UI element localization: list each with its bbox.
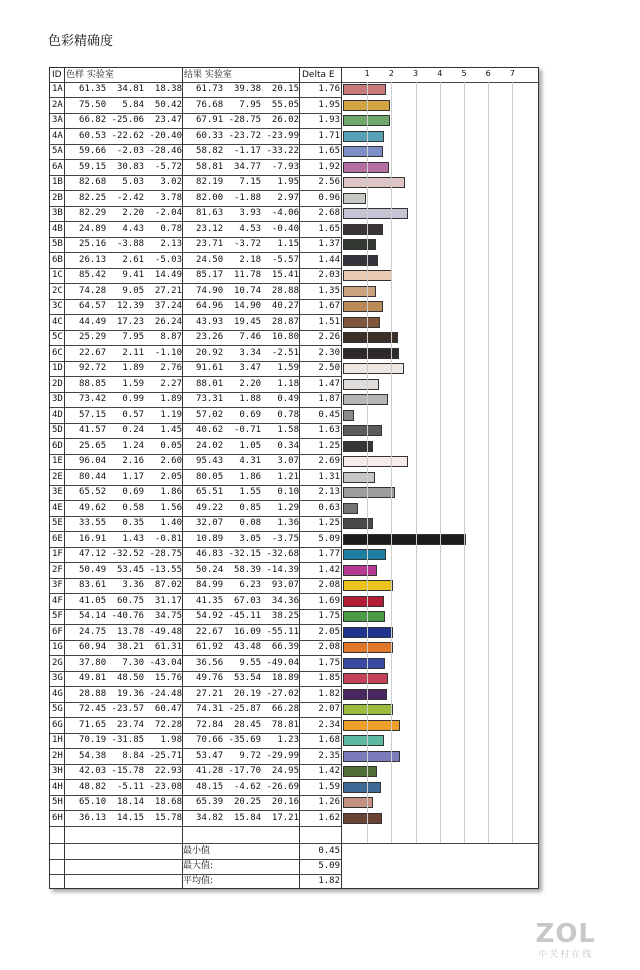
row-result-lab: 80.05 1.86 1.21 bbox=[190, 471, 299, 482]
row-result-lab: 82.19 7.15 1.95 bbox=[190, 177, 299, 187]
row-delta-e: 2.08 bbox=[318, 580, 340, 590]
row-delta-e: 1.65 bbox=[318, 223, 340, 234]
row-result-lab: 82.00 -1.88 2.97 bbox=[190, 192, 299, 203]
row-id: 4H bbox=[52, 781, 63, 792]
row-delta-e: 1.59 bbox=[318, 781, 340, 792]
row-reference-lab: 25.65 1.24 0.05 bbox=[73, 440, 182, 451]
row-reference-lab: 72.45 -23.57 60.47 bbox=[73, 704, 182, 714]
row-id: 5G bbox=[52, 704, 63, 714]
row-delta-e: 2.05 bbox=[318, 626, 340, 637]
x-gridline bbox=[440, 82, 441, 843]
row-id: 6E bbox=[52, 533, 63, 544]
row-id: 4D bbox=[52, 409, 63, 420]
delta-e-bar bbox=[343, 441, 373, 452]
delta-e-bar bbox=[343, 363, 404, 374]
row-reference-lab: 83.61 3.36 87.02 bbox=[73, 580, 182, 590]
row-id: 4A bbox=[52, 130, 63, 141]
summary-min-label: 最小值 bbox=[183, 846, 211, 856]
row-result-lab: 50.24 58.39 -14.39 bbox=[190, 564, 299, 575]
row-reference-lab: 47.12 -32.52 -28.75 bbox=[73, 549, 182, 559]
row-result-lab: 10.89 3.05 -3.75 bbox=[190, 533, 299, 544]
summary-avg-value: 1.82 bbox=[318, 876, 340, 886]
row-delta-e: 2.30 bbox=[318, 347, 340, 358]
row-delta-e: 2.35 bbox=[318, 750, 340, 761]
row-delta-e: 0.63 bbox=[318, 502, 340, 513]
row-reference-lab: 24.75 13.78 -49.48 bbox=[73, 626, 182, 637]
row-id: 5B bbox=[52, 239, 63, 249]
row-id: 5F bbox=[52, 611, 63, 621]
x-tick-label: 2 bbox=[388, 69, 394, 78]
row-delta-e: 1.47 bbox=[318, 378, 340, 389]
row-reference-lab: 73.42 0.99 1.89 bbox=[73, 394, 182, 404]
row-id: 1B bbox=[52, 177, 63, 187]
row-delta-e: 1.67 bbox=[318, 301, 340, 311]
row-delta-e: 2.07 bbox=[318, 704, 340, 714]
x-gridline bbox=[416, 82, 417, 843]
row-delta-e: 2.34 bbox=[318, 719, 340, 730]
row-result-lab: 34.82 15.84 17.21 bbox=[190, 812, 299, 823]
x-gridline bbox=[488, 82, 489, 843]
delta-e-bar bbox=[343, 549, 386, 560]
row-id: 1F bbox=[52, 549, 63, 559]
row-id: 6A bbox=[52, 161, 63, 172]
row-delta-e: 1.42 bbox=[318, 766, 340, 776]
x-gridline bbox=[512, 82, 513, 843]
zol-subtitle: 中关村在线 bbox=[538, 950, 594, 960]
x-gridline bbox=[464, 82, 465, 843]
zol-logo: ZOL bbox=[535, 919, 596, 949]
row-id: 3A bbox=[52, 115, 63, 125]
delta-e-bar bbox=[343, 797, 373, 808]
row-delta-e: 1.62 bbox=[318, 812, 340, 823]
row-reference-lab: 92.72 1.89 2.76 bbox=[73, 363, 182, 373]
row-delta-e: 1.76 bbox=[318, 84, 340, 94]
row-delta-e: 2.56 bbox=[318, 177, 340, 187]
delta-e-bar bbox=[343, 317, 380, 328]
row-reference-lab: 65.10 18.14 18.68 bbox=[73, 797, 182, 807]
delta-e-bar-chart bbox=[342, 68, 538, 888]
delta-e-bar bbox=[343, 255, 378, 266]
row-id: 6C bbox=[52, 347, 63, 358]
row-reference-lab: 50.49 53.45 -13.55 bbox=[73, 564, 182, 575]
row-reference-lab: 28.88 19.36 -24.48 bbox=[73, 688, 182, 699]
row-result-lab: 54.92 -45.11 38.25 bbox=[190, 611, 299, 621]
x-gridline bbox=[391, 82, 392, 843]
row-reference-lab: 85.42 9.41 14.49 bbox=[73, 270, 182, 280]
row-delta-e: 1.25 bbox=[318, 440, 340, 451]
delta-e-bar bbox=[343, 177, 405, 188]
row-reference-lab: 37.80 7.30 -43.04 bbox=[73, 657, 182, 668]
row-delta-e: 2.13 bbox=[318, 487, 340, 497]
summary-avg-label: 平均值: bbox=[183, 876, 214, 886]
delta-e-bar bbox=[343, 425, 382, 436]
row-result-lab: 27.21 20.19 -27.02 bbox=[190, 688, 299, 699]
row-delta-e: 1.68 bbox=[318, 735, 340, 745]
delta-e-bar bbox=[343, 224, 383, 235]
row-delta-e: 1.75 bbox=[318, 611, 340, 621]
row-reference-lab: 24.89 4.43 0.78 bbox=[73, 223, 182, 234]
delta-e-bar bbox=[343, 146, 383, 157]
row-reference-lab: 70.19 -31.85 1.98 bbox=[73, 735, 182, 745]
row-id: 5C bbox=[52, 332, 63, 342]
row-reference-lab: 61.35 34.81 18.38 bbox=[73, 84, 182, 94]
x-tick-label: 4 bbox=[437, 69, 443, 78]
row-delta-e: 1.75 bbox=[318, 657, 340, 668]
delta-e-bar bbox=[343, 782, 381, 793]
row-delta-e: 1.44 bbox=[318, 254, 340, 265]
row-delta-e: 1.92 bbox=[318, 161, 340, 172]
row-id: 3D bbox=[52, 394, 63, 404]
row-reference-lab: 88.85 1.59 2.27 bbox=[73, 378, 182, 389]
row-result-lab: 88.01 2.20 1.18 bbox=[190, 378, 299, 389]
row-result-lab: 73.31 1.88 0.49 bbox=[190, 394, 299, 404]
row-delta-e: 1.82 bbox=[318, 688, 340, 699]
row-result-lab: 32.07 0.08 1.36 bbox=[190, 518, 299, 528]
row-reference-lab: 74.28 9.05 27.21 bbox=[73, 285, 182, 296]
row-id: 1H bbox=[52, 735, 63, 745]
row-delta-e: 1.42 bbox=[318, 564, 340, 575]
delta-e-bar bbox=[343, 813, 382, 824]
row-reference-lab: 57.15 0.57 1.19 bbox=[73, 409, 182, 420]
row-id: 1G bbox=[52, 642, 63, 652]
row-reference-lab: 80.44 1.17 2.05 bbox=[73, 471, 182, 482]
row-result-lab: 46.83 -32.15 -32.68 bbox=[190, 549, 299, 559]
row-id: 1A bbox=[52, 84, 63, 94]
row-reference-lab: 82.25 -2.42 3.78 bbox=[73, 192, 182, 203]
row-result-lab: 65.39 20.25 20.16 bbox=[190, 797, 299, 807]
row-reference-lab: 71.65 23.74 72.28 bbox=[73, 719, 182, 730]
row-delta-e: 2.03 bbox=[318, 270, 340, 280]
row-delta-e: 1.93 bbox=[318, 115, 340, 125]
delta-e-bar bbox=[343, 332, 398, 343]
row-delta-e: 1.35 bbox=[318, 285, 340, 296]
row-reference-lab: 33.55 0.35 1.40 bbox=[73, 518, 182, 528]
row-result-lab: 84.99 6.23 93.07 bbox=[190, 580, 299, 590]
row-delta-e: 5.09 bbox=[318, 533, 340, 544]
delta-e-bar bbox=[343, 410, 354, 421]
row-reference-lab: 48.82 -5.11 -23.08 bbox=[73, 781, 182, 792]
color-accuracy-report bbox=[49, 67, 539, 889]
column-divider bbox=[182, 68, 183, 888]
row-id: 4E bbox=[52, 502, 63, 513]
row-delta-e: 2.26 bbox=[318, 332, 340, 342]
row-result-lab: 67.91 -28.75 26.02 bbox=[190, 115, 299, 125]
row-delta-e: 1.71 bbox=[318, 130, 340, 141]
summary-min-value: 0.45 bbox=[318, 846, 340, 856]
header-result: 结果 实验室 bbox=[184, 70, 232, 80]
page-title: 色彩精确度 bbox=[48, 34, 114, 49]
row-reference-lab: 60.53 -22.62 -20.40 bbox=[73, 130, 182, 141]
row-delta-e: 1.26 bbox=[318, 797, 340, 807]
row-id: 3G bbox=[52, 673, 63, 683]
row-id: 2A bbox=[52, 99, 63, 110]
row-delta-e: 1.95 bbox=[318, 99, 340, 110]
row-delta-e: 1.31 bbox=[318, 471, 340, 482]
header-reference: 色样 实验室 bbox=[66, 70, 114, 80]
row-result-lab: 43.93 19.45 28.87 bbox=[190, 316, 299, 327]
row-id: 3H bbox=[52, 766, 63, 776]
row-result-lab: 23.71 -3.72 1.15 bbox=[190, 239, 299, 249]
row-result-lab: 53.47 9.72 -29.99 bbox=[190, 750, 299, 761]
column-divider bbox=[64, 68, 65, 888]
row-result-lab: 57.02 0.69 0.78 bbox=[190, 409, 299, 420]
row-reference-lab: 54.14 -40.76 34.75 bbox=[73, 611, 182, 621]
row-result-lab: 81.63 3.93 -4.06 bbox=[190, 208, 299, 218]
delta-e-bar bbox=[343, 565, 377, 576]
row-result-lab: 76.68 7.95 55.05 bbox=[190, 99, 299, 110]
x-tick-label: 6 bbox=[485, 69, 491, 78]
delta-e-bar bbox=[343, 348, 399, 359]
row-reference-lab: 25.29 7.95 8.87 bbox=[73, 332, 182, 342]
row-reference-lab: 49.81 48.50 15.76 bbox=[73, 673, 182, 683]
row-result-lab: 22.67 16.09 -55.11 bbox=[190, 626, 299, 637]
row-id: 3F bbox=[52, 580, 63, 590]
row-reference-lab: 49.62 0.58 1.56 bbox=[73, 502, 182, 513]
header-delta-e: Delta E bbox=[302, 70, 335, 80]
row-delta-e: 1.77 bbox=[318, 549, 340, 559]
row-reference-lab: 59.66 -2.03 -28.46 bbox=[73, 146, 182, 156]
row-result-lab: 24.02 1.05 0.34 bbox=[190, 440, 299, 451]
row-result-lab: 74.31 -25.87 66.28 bbox=[190, 704, 299, 714]
row-result-lab: 48.15 -4.62 -26.69 bbox=[190, 781, 299, 792]
column-divider bbox=[299, 68, 300, 888]
row-reference-lab: 36.13 14.15 15.78 bbox=[73, 812, 182, 823]
row-delta-e: 1.37 bbox=[318, 239, 340, 249]
row-result-lab: 36.56 9.55 -49.04 bbox=[190, 657, 299, 668]
row-id: 3C bbox=[52, 301, 63, 311]
row-id: 6G bbox=[52, 719, 63, 730]
row-id: 2D bbox=[52, 378, 63, 389]
delta-e-bar bbox=[343, 84, 386, 95]
row-reference-lab: 59.15 30.83 -5.72 bbox=[73, 161, 182, 172]
row-result-lab: 74.90 10.74 28.88 bbox=[190, 285, 299, 296]
row-reference-lab: 66.82 -25.06 23.47 bbox=[73, 115, 182, 125]
row-delta-e: 1.51 bbox=[318, 316, 340, 327]
delta-e-bar bbox=[343, 766, 377, 777]
row-id: 2H bbox=[52, 750, 63, 761]
row-delta-e: 1.65 bbox=[318, 146, 340, 156]
delta-e-bar bbox=[343, 673, 388, 684]
x-gridline bbox=[367, 82, 368, 843]
row-result-lab: 60.33 -23.72 -23.99 bbox=[190, 130, 299, 141]
delta-e-bar bbox=[343, 487, 395, 498]
row-result-lab: 24.50 2.18 -5.57 bbox=[190, 254, 299, 265]
delta-e-bar bbox=[343, 286, 376, 297]
row-result-lab: 40.62 -0.71 1.58 bbox=[190, 425, 299, 435]
delta-e-bar bbox=[343, 534, 466, 545]
header-id: ID bbox=[52, 70, 62, 80]
row-result-lab: 41.35 67.03 34.36 bbox=[190, 595, 299, 606]
delta-e-bar bbox=[343, 611, 385, 622]
row-result-lab: 49.22 0.85 1.29 bbox=[190, 502, 299, 513]
row-reference-lab: 82.29 2.20 -2.04 bbox=[73, 208, 182, 218]
x-tick-label: 3 bbox=[413, 69, 419, 78]
row-result-lab: 61.73 39.38 20.15 bbox=[190, 84, 299, 94]
row-reference-lab: 60.94 38.21 61.31 bbox=[73, 642, 182, 652]
delta-e-bar bbox=[343, 503, 358, 514]
row-reference-lab: 41.57 0.24 1.45 bbox=[73, 425, 182, 435]
x-tick-label: 5 bbox=[461, 69, 467, 78]
summary-max-value: 5.09 bbox=[318, 861, 340, 871]
row-reference-lab: 22.67 2.11 -1.10 bbox=[73, 347, 182, 358]
x-tick-label: 1 bbox=[364, 69, 370, 78]
row-reference-lab: 64.57 12.39 37.24 bbox=[73, 301, 182, 311]
row-delta-e: 2.08 bbox=[318, 642, 340, 652]
row-result-lab: 91.61 3.47 1.59 bbox=[190, 363, 299, 373]
row-delta-e: 0.45 bbox=[318, 409, 340, 420]
row-reference-lab: 44.49 17.23 26.24 bbox=[73, 316, 182, 327]
row-result-lab: 72.84 28.45 78.81 bbox=[190, 719, 299, 730]
row-delta-e: 1.63 bbox=[318, 425, 340, 435]
zol-watermark bbox=[535, 921, 596, 960]
row-result-lab: 58.82 -1.17 -33.22 bbox=[190, 146, 299, 156]
row-id: 4G bbox=[52, 688, 63, 699]
delta-e-bar bbox=[343, 518, 373, 529]
delta-e-bar bbox=[343, 735, 384, 746]
row-result-lab: 23.12 4.53 -0.40 bbox=[190, 223, 299, 234]
row-result-lab: 41.28 -17.70 24.95 bbox=[190, 766, 299, 776]
row-reference-lab: 75.50 5.84 50.42 bbox=[73, 99, 182, 110]
row-id: 6F bbox=[52, 626, 63, 637]
delta-e-bar bbox=[343, 596, 384, 607]
row-id: 2B bbox=[52, 192, 63, 203]
row-result-lab: 70.66 -35.69 1.23 bbox=[190, 735, 299, 745]
delta-e-bar bbox=[343, 689, 387, 700]
row-id: 2E bbox=[52, 471, 63, 482]
delta-e-bar bbox=[343, 472, 375, 483]
row-reference-lab: 25.16 -3.88 2.13 bbox=[73, 239, 182, 249]
summary-max-label: 最大值: bbox=[183, 861, 214, 871]
delta-e-bar bbox=[343, 379, 379, 390]
row-id: 2F bbox=[52, 564, 63, 575]
x-tick-label: 7 bbox=[509, 69, 515, 78]
row-result-lab: 61.92 43.48 66.39 bbox=[190, 642, 299, 652]
row-result-lab: 95.43 4.31 3.07 bbox=[190, 456, 299, 466]
delta-e-bar bbox=[343, 301, 383, 312]
row-reference-lab: 96.04 2.16 2.60 bbox=[73, 456, 182, 466]
delta-e-bar bbox=[343, 208, 408, 219]
row-result-lab: 58.81 34.77 -7.93 bbox=[190, 161, 299, 172]
row-id: 5H bbox=[52, 797, 63, 807]
row-reference-lab: 26.13 2.61 -5.03 bbox=[73, 254, 182, 265]
row-id: 3E bbox=[52, 487, 63, 497]
row-delta-e: 2.68 bbox=[318, 208, 340, 218]
row-id: 6B bbox=[52, 254, 63, 265]
row-delta-e: 2.69 bbox=[318, 456, 340, 466]
row-reference-lab: 41.05 60.75 31.17 bbox=[73, 595, 182, 606]
delta-e-bar bbox=[343, 394, 388, 405]
row-result-lab: 85.17 11.78 15.41 bbox=[190, 270, 299, 280]
row-reference-lab: 65.52 0.69 1.86 bbox=[73, 487, 182, 497]
delta-e-bar bbox=[343, 658, 385, 669]
row-result-lab: 23.26 7.46 10.80 bbox=[190, 332, 299, 342]
row-delta-e: 1.69 bbox=[318, 595, 340, 606]
row-id: 6H bbox=[52, 812, 63, 823]
delta-e-bar bbox=[343, 131, 384, 142]
row-delta-e: 1.85 bbox=[318, 673, 340, 683]
row-id: 2C bbox=[52, 285, 63, 296]
row-id: 5E bbox=[52, 518, 63, 528]
row-id: 4C bbox=[52, 316, 63, 327]
row-reference-lab: 42.03 -15.78 22.93 bbox=[73, 766, 182, 776]
row-id: 5D bbox=[52, 425, 63, 435]
row-id: 1E bbox=[52, 456, 63, 466]
row-result-lab: 49.76 53.54 18.89 bbox=[190, 673, 299, 683]
row-id: 1D bbox=[52, 363, 63, 373]
row-delta-e: 0.96 bbox=[318, 192, 340, 203]
row-id: 3B bbox=[52, 208, 63, 218]
row-delta-e: 1.25 bbox=[318, 518, 340, 528]
row-result-lab: 65.51 1.55 0.10 bbox=[190, 487, 299, 497]
row-reference-lab: 54.38 8.84 -25.71 bbox=[73, 750, 182, 761]
row-id: 5A bbox=[52, 146, 63, 156]
row-reference-lab: 16.91 1.43 -0.81 bbox=[73, 533, 182, 544]
row-id: 4F bbox=[52, 595, 63, 606]
row-result-lab: 64.96 14.90 40.27 bbox=[190, 301, 299, 311]
row-result-lab: 20.92 3.34 -2.51 bbox=[190, 347, 299, 358]
row-delta-e: 2.50 bbox=[318, 363, 340, 373]
row-id: 1C bbox=[52, 270, 63, 280]
row-delta-e: 1.87 bbox=[318, 394, 340, 404]
delta-e-bar bbox=[343, 239, 376, 250]
delta-e-bar bbox=[343, 456, 408, 467]
row-reference-lab: 82.68 5.03 3.02 bbox=[73, 177, 182, 187]
delta-e-bar bbox=[343, 193, 366, 204]
row-id: 2G bbox=[52, 657, 63, 668]
row-id: 6D bbox=[52, 440, 63, 451]
row-id: 4B bbox=[52, 223, 63, 234]
